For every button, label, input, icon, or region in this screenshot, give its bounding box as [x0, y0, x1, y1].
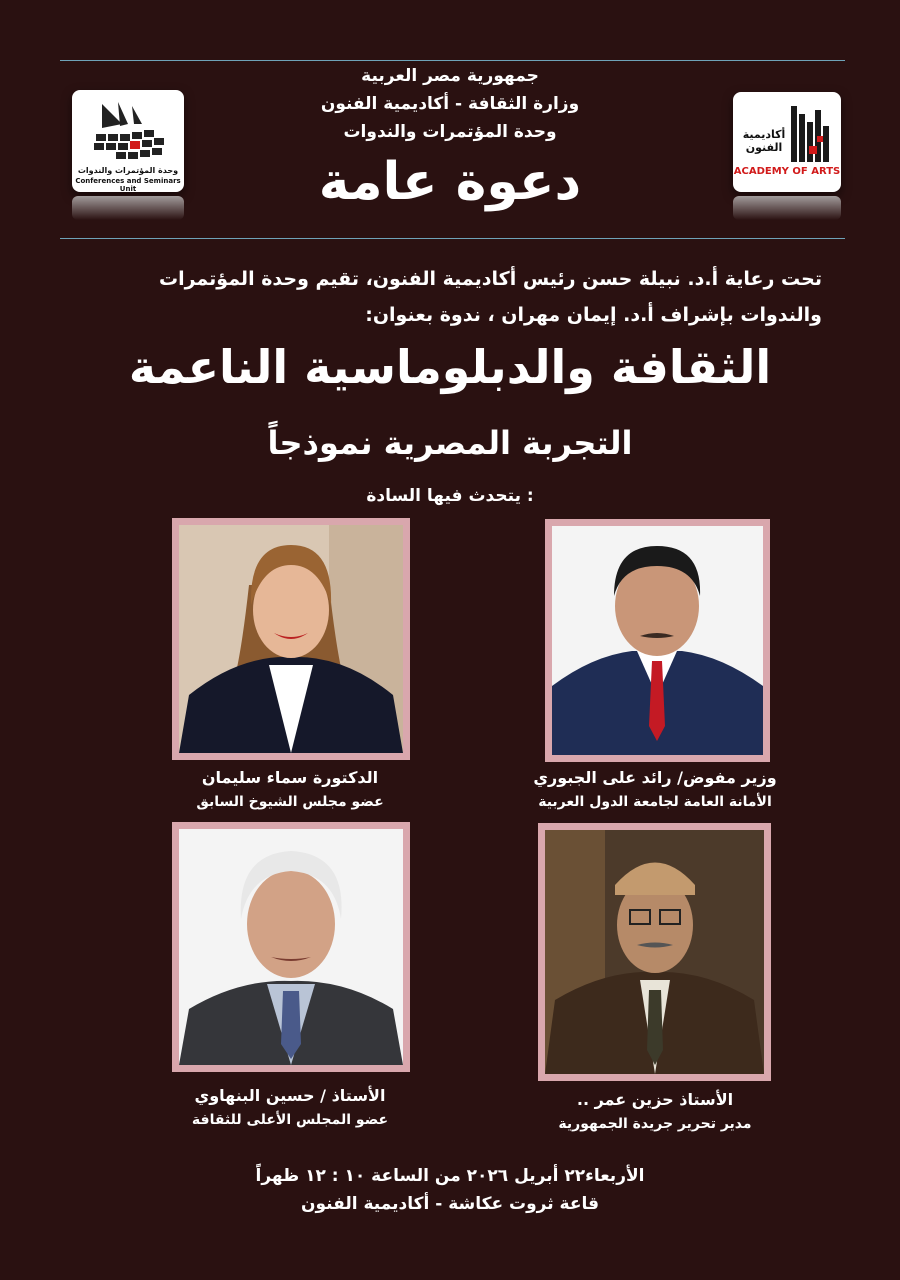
conferences-unit-logo [72, 90, 184, 192]
logo-right-arabic: أكاديمية الفنون [742, 128, 786, 154]
speaker-2-name: الدكتورة سماء سليمان [201, 768, 379, 787]
speaker-3-name: الأستاذ حزين عمر .. [576, 1090, 734, 1109]
page-title: دعوة عامة [318, 152, 582, 212]
speaker-1-name: وزير مفوض/ رائد على الجبوري [533, 768, 777, 787]
speaker-4-role: عضو المجلس الأعلى للثقافة [191, 1112, 389, 1128]
logo-left-reflection [72, 196, 184, 220]
logo-left-arabic: وحدة المؤتمرات والندوات [77, 166, 179, 175]
academy-of-arts-logo [733, 92, 841, 192]
header-divider [60, 238, 845, 239]
logo-right-english: ACADEMY OF ARTS [733, 166, 841, 177]
intro-line-2: والندوات بإشراف أ.د. إيمان مهران ، ندوة بعنوان: [365, 304, 822, 326]
speaker-2-photo [179, 525, 403, 753]
intro-line-1: تحت رعاية أ.د. نبيلة حسن رئيس أكاديمية الفنون، تقيم وحدة المؤتمرات [158, 268, 822, 290]
speaker-1-photo [552, 526, 763, 755]
logo-right-reflection [733, 196, 841, 220]
speaker-photo-frame [172, 518, 410, 760]
event-venue: قاعة ثروت عكاشة - أكاديمية الفنون [300, 1194, 599, 1214]
speaker-4-name: الأستاذ / حسين البنهاوي [194, 1086, 386, 1105]
speaker-photo-frame [172, 822, 410, 1072]
top-divider [60, 60, 845, 61]
speaker-4-photo [179, 829, 403, 1065]
speaker-3-photo [545, 830, 764, 1074]
header-republic: جمهورية مصر العربية [361, 66, 539, 86]
event-datetime: الأربعاء٢٢ أبريل ٢٠٢٦ من الساعة ١٠ : ١٢ ظهراً [255, 1166, 645, 1186]
speaker-3-role: مدير تحرير جريدة الجمهورية [558, 1116, 752, 1132]
speakers-intro: يتحدث فيها السادة : [366, 486, 534, 506]
logo-left-english: Conferences and Seminars Unit [75, 177, 181, 193]
book-grid-icon [72, 94, 184, 164]
seminar-title: الثقافة والدبلوماسية الناعمة [128, 340, 772, 394]
speaker-2-role: عضو مجلس الشيوخ السابق [196, 794, 384, 810]
speaker-photo-frame [538, 823, 771, 1081]
speaker-1-role: الأمانة العامة لجامعة الدول العربية [538, 794, 772, 810]
seminar-subtitle: التجربة المصرية نموذجاً [267, 424, 633, 462]
header-unit: وحدة المؤتمرات والندوات [343, 122, 557, 142]
speaker-photo-frame [545, 519, 770, 762]
header-ministry: وزارة الثقافة - أكاديمية الفنون [320, 94, 580, 114]
